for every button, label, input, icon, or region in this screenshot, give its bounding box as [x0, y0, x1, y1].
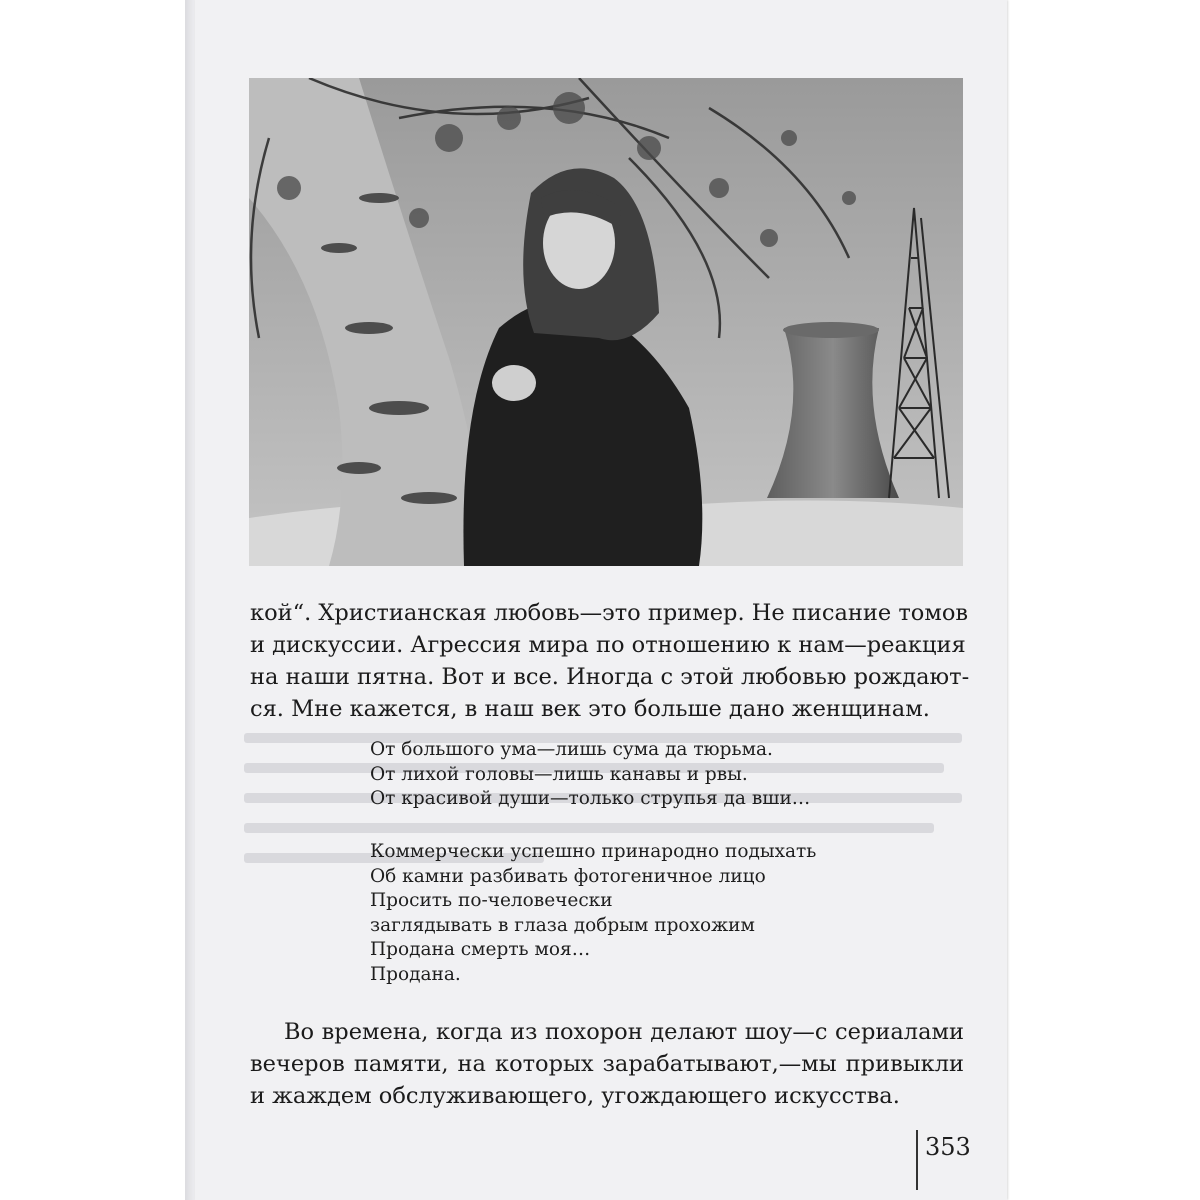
text-line: на наши пятна. Вот и все. Иногда с этой любовью рождают-	[250, 664, 970, 690]
paragraph-top	[250, 597, 970, 725]
verse-line: Просить по-человечески	[370, 890, 613, 912]
verse-line: От большого ума—лишь сума да тюрьма.	[370, 739, 773, 760]
verse-line: Об камни разбивать фотогеничное лицо	[370, 865, 766, 887]
page-number-rule	[916, 1130, 918, 1190]
page-number: 353	[925, 1133, 971, 1161]
photograph-woman-by-birch-tree	[249, 78, 963, 566]
verse-line: заглядывать в глаза добрым прохожим	[370, 914, 755, 936]
text-line: вечеров памяти, на которых зарабатывают,—мы привыкли	[250, 1051, 964, 1077]
verse-line: Продана смерть моя…	[370, 939, 591, 961]
text-line: и дискуссии. Агрессия мира по отношению к нам—реакция	[250, 632, 966, 658]
verse-line: Продана.	[370, 963, 461, 985]
verse-line: От лихой головы—лишь канавы и рвы.	[370, 763, 748, 785]
text-line: и жаждем обслуживающего, угождающего искусства.	[250, 1083, 900, 1109]
text-line: Во времена, когда из похорон делают шоу—с сериалами	[284, 1019, 964, 1045]
verse-stanza-2	[370, 840, 816, 988]
paragraph-bottom	[250, 1016, 964, 1112]
text-line: кой“. Христианская любовь—это пример. Не писание томов	[250, 600, 969, 626]
verse-line: Коммерчески успешно принародно подыхать	[370, 841, 817, 862]
verse-line: От красивой души—только струпья да вши…	[370, 788, 811, 810]
text-line: ся. Мне кажется, в наш век это больше дано женщинам.	[250, 696, 930, 722]
verse-stanza-1	[370, 738, 810, 812]
